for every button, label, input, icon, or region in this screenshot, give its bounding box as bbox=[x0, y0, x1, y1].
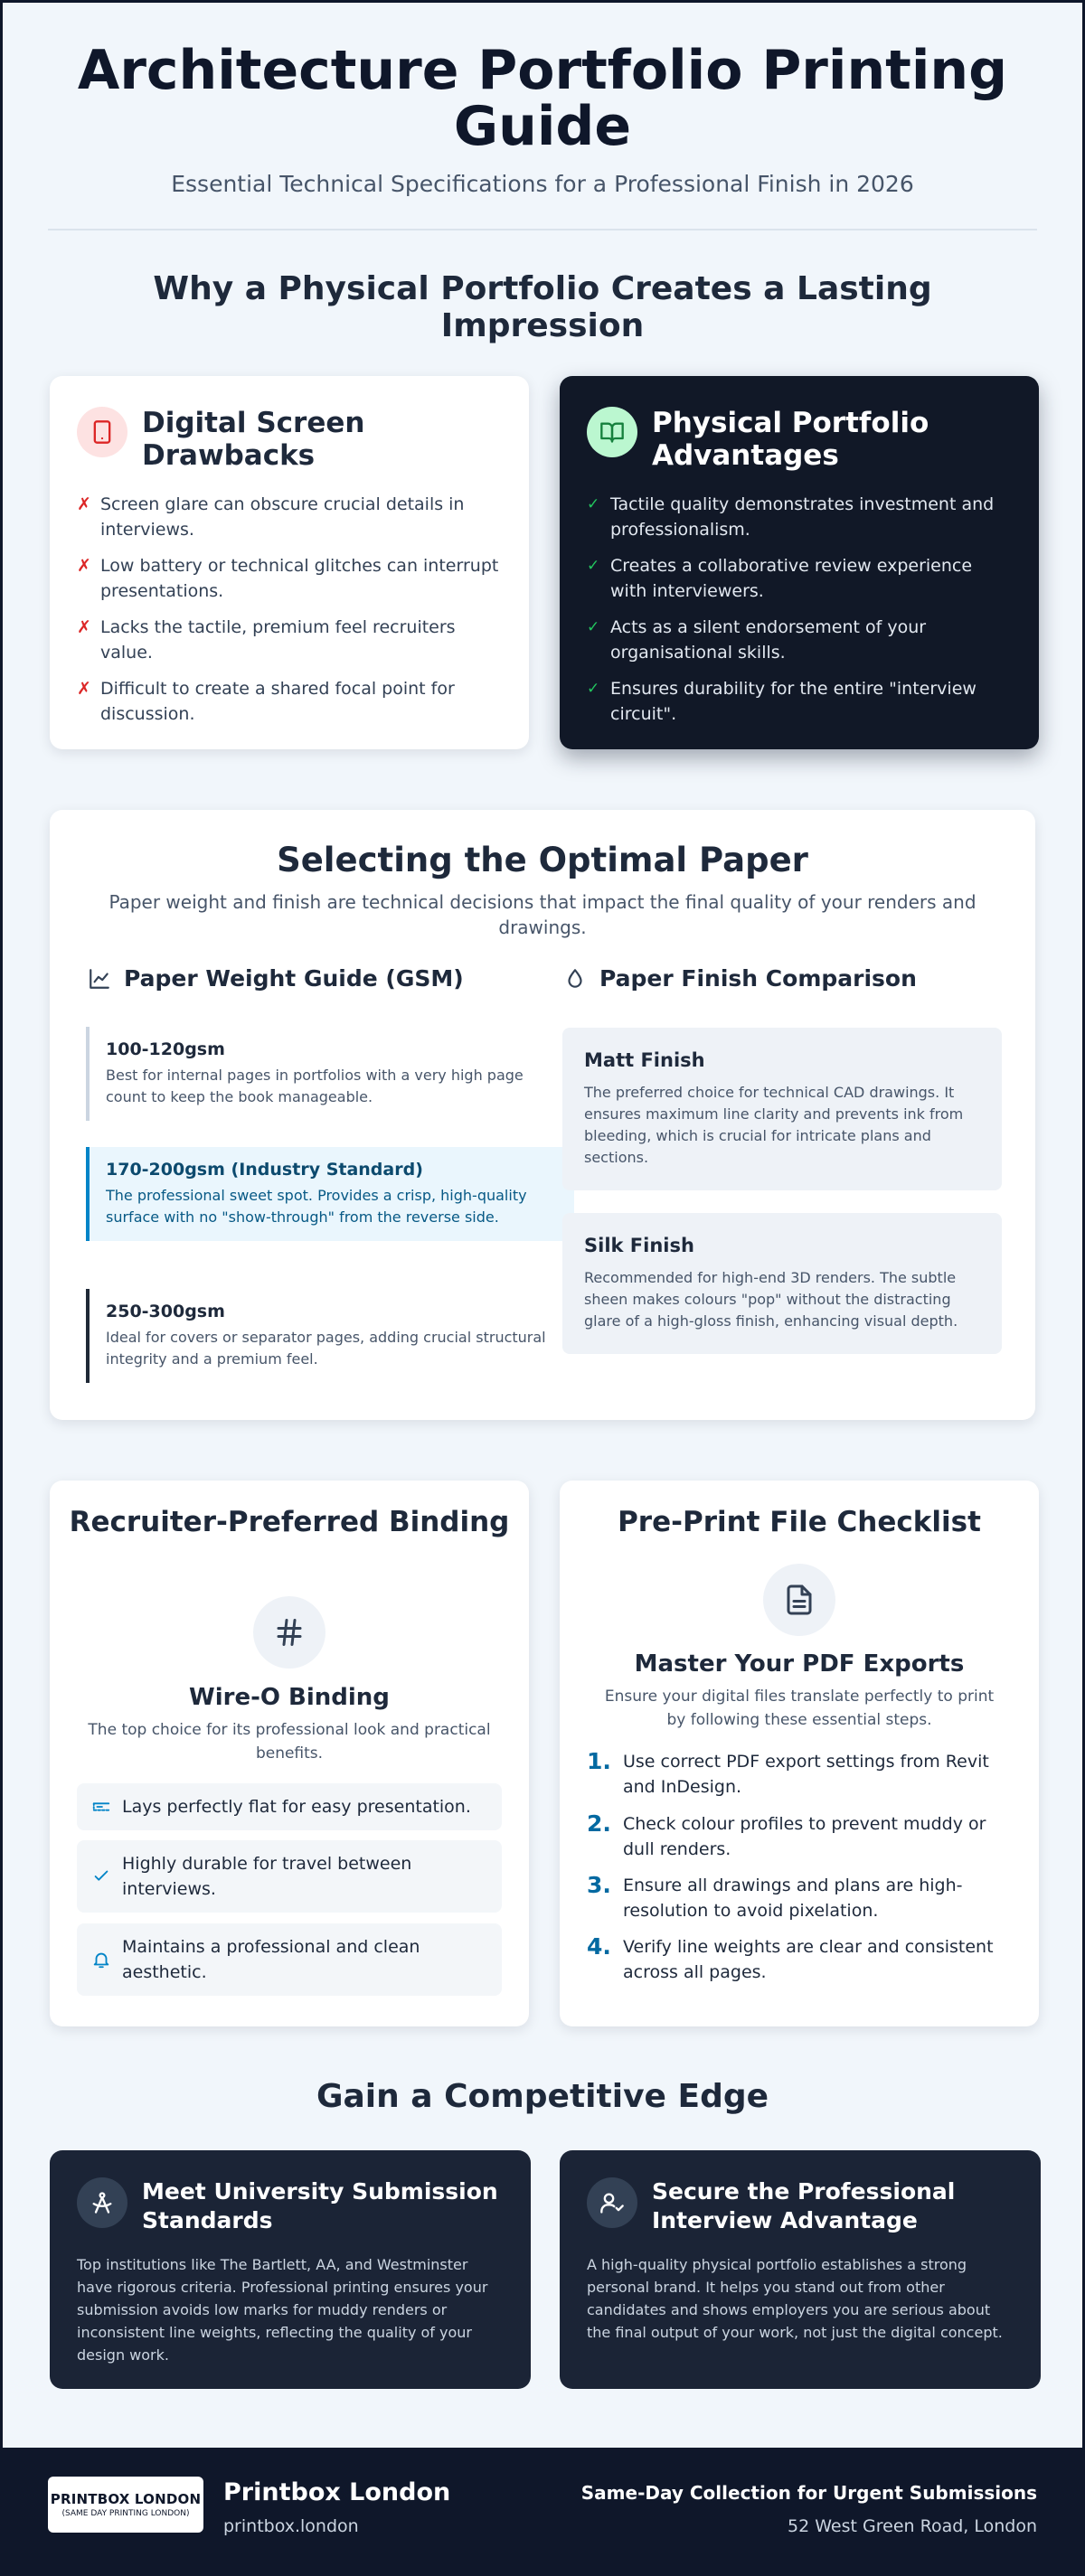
page-title: Architecture Portfolio Printing Guide bbox=[77, 39, 1008, 158]
digital-drawbacks-title: Digital Screen Drawbacks bbox=[142, 407, 365, 472]
check-icon: ✓ bbox=[587, 618, 600, 636]
matt-finish-box: Matt Finish The preferred choice for technical CAD drawings. It ensures maximum line clarity and prevents ink from bleeding, which is crucial for intricate plans and sections. bbox=[562, 1028, 1002, 1190]
compass-icon bbox=[77, 2177, 127, 2228]
university-standards-card bbox=[50, 2150, 531, 2389]
printbox-logo[interactable]: PRINTBOX LONDON (SAME DAY PRINTING LONDON) bbox=[48, 2477, 203, 2533]
advantages-list bbox=[587, 492, 1012, 727]
physical-advantages-title: Physical Portfolio Advantages bbox=[652, 407, 929, 472]
weight-item-standard: 170-200gsm (Industry Standard) The professional sweet spot. Provides a crisp, high-quality surface with no "show-through" from the reverse side. bbox=[86, 1147, 574, 1241]
check-icon: ✓ bbox=[587, 680, 600, 698]
silk-finish-box: Silk Finish Recommended for high-end 3D renders. The subtle sheen makes colours "pop" without the distracting glare of a high-gloss finish, enhancing visual depth. bbox=[562, 1213, 1002, 1354]
flat-lay-icon bbox=[91, 1797, 122, 1817]
interview-advantage-title: Secure the Professional Interview Advantage bbox=[652, 2178, 956, 2233]
hash-icon bbox=[253, 1596, 326, 1669]
binding-feature-flat: Lays perfectly flat for easy presentation. bbox=[77, 1783, 502, 1830]
binding-description: The top choice for its professional look and practical benefits. bbox=[88, 1721, 491, 1763]
check-icon: ✓ bbox=[587, 557, 600, 575]
paper-description: Paper weight and finish are technical decisions that impact the final quality of your renders and drawings. bbox=[108, 891, 976, 938]
footer-address: 52 West Green Road, London bbox=[788, 2516, 1037, 2536]
paper-section-title: Selecting the Optimal Paper bbox=[277, 841, 808, 879]
checklist-step: 3. Ensure all drawings and plans are high-resolution to avoid pixelation. bbox=[587, 1872, 963, 1921]
cross-icon: ✗ bbox=[77, 617, 91, 637]
drawbacks-list bbox=[77, 492, 502, 727]
check-icon bbox=[91, 1866, 122, 1886]
physical-advantages-card bbox=[560, 376, 1039, 749]
checklist-title: Pre-Print File Checklist bbox=[618, 1506, 981, 1538]
list-item: ✗ Screen glare can obscure crucial details in interviews. bbox=[77, 492, 502, 542]
footer-url-link[interactable]: printbox.london bbox=[223, 2516, 359, 2536]
checklist-description: Ensure your digital files translate perfectly to print by following these essential steps. bbox=[604, 1688, 995, 1729]
university-standards-title: Meet University Submission Standards bbox=[142, 2178, 498, 2233]
binding-feature-durable: Highly durable for travel between interviews. bbox=[77, 1840, 502, 1913]
checklist-step: 1. Use correct PDF export settings from Revit and InDesign. bbox=[587, 1748, 989, 1797]
open-book-icon bbox=[587, 407, 637, 457]
weight-item-light: 100-120gsm Best for internal pages in portfolios with a very high page count to keep the book manageable. bbox=[86, 1027, 574, 1121]
list-item: ✗ Difficult to create a shared focal point for discussion. bbox=[77, 676, 502, 727]
list-item: ✗ Lacks the tactile, premium feel recruiters value. bbox=[77, 615, 502, 665]
tablet-icon bbox=[77, 407, 127, 457]
droplet-icon bbox=[563, 967, 587, 991]
university-standards-text: Top institutions like The Bartlett, AA, and Westminster have rigorous criteria. Professional printing ensures your submission avoids low marks for muddy renders or inconsistent line weights, reflecting the quality of your design work. bbox=[77, 2256, 488, 2364]
footer bbox=[3, 2448, 1082, 2576]
page bbox=[3, 3, 1082, 2576]
page-subtitle: Essential Technical Specifications for a Professional Finish in 2026 bbox=[171, 171, 914, 197]
paper-card bbox=[50, 810, 1035, 1420]
page-header bbox=[48, 39, 1037, 197]
digital-drawbacks-card bbox=[50, 376, 529, 749]
checklist-subtitle: Master Your PDF Exports bbox=[634, 1650, 965, 1678]
binding-card bbox=[50, 1481, 529, 2026]
paper-finish-heading: Paper Finish Comparison bbox=[563, 965, 917, 992]
check-icon: ✓ bbox=[587, 495, 600, 513]
checklist-step: 2. Check colour profiles to prevent muddy or dull renders. bbox=[587, 1810, 986, 1859]
interview-advantage-card bbox=[560, 2150, 1041, 2389]
binding-subtitle: Wire-O Binding bbox=[189, 1684, 390, 1711]
edge-section-title: Gain a Competitive Edge bbox=[316, 2078, 769, 2115]
interview-advantage-text: A high-quality physical portfolio establishes a strong personal brand. It helps you stand out from other candidates and shows employers you are serious about the final output of your work, not just the digital concept. bbox=[587, 2256, 1003, 2341]
list-item: ✓ Acts as a silent endorsement of your organisational skills. bbox=[587, 615, 1012, 665]
header-divider bbox=[48, 229, 1037, 230]
binding-feature-aesthetic: Maintains a professional and clean aesthetic. bbox=[77, 1923, 502, 1996]
list-item: ✓ Ensures durability for the entire "interview circuit". bbox=[587, 676, 1012, 727]
cross-icon: ✗ bbox=[77, 556, 91, 576]
cross-icon: ✗ bbox=[77, 679, 91, 699]
footer-brand: Printbox London bbox=[223, 2478, 451, 2506]
checklist-step: 4. Verify line weights are clear and consistent across all pages. bbox=[587, 1933, 994, 1982]
document-icon bbox=[763, 1564, 835, 1636]
weight-item-heavy: 250-300gsm Ideal for covers or separator pages, adding crucial structural integrity and a premium feel. bbox=[86, 1289, 574, 1383]
user-check-icon bbox=[587, 2177, 637, 2228]
list-item: ✗ Low battery or technical glitches can interrupt presentations. bbox=[77, 553, 502, 604]
line-chart-icon bbox=[88, 967, 111, 991]
bell-icon bbox=[91, 1950, 122, 1970]
impression-section-title: Why a Physical Portfolio Creates a Lasting Impression bbox=[153, 270, 932, 344]
checklist-card bbox=[560, 1481, 1039, 2026]
list-item: ✓ Tactile quality demonstrates investment and professionalism. bbox=[587, 492, 1012, 542]
paper-weight-heading: Paper Weight Guide (GSM) bbox=[88, 965, 464, 992]
cross-icon: ✗ bbox=[77, 494, 91, 514]
footer-tagline: Same-Day Collection for Urgent Submissions bbox=[580, 2482, 1037, 2504]
binding-title: Recruiter-Preferred Binding bbox=[69, 1506, 510, 1538]
list-item: ✓ Creates a collaborative review experience with interviewers. bbox=[587, 553, 1012, 604]
